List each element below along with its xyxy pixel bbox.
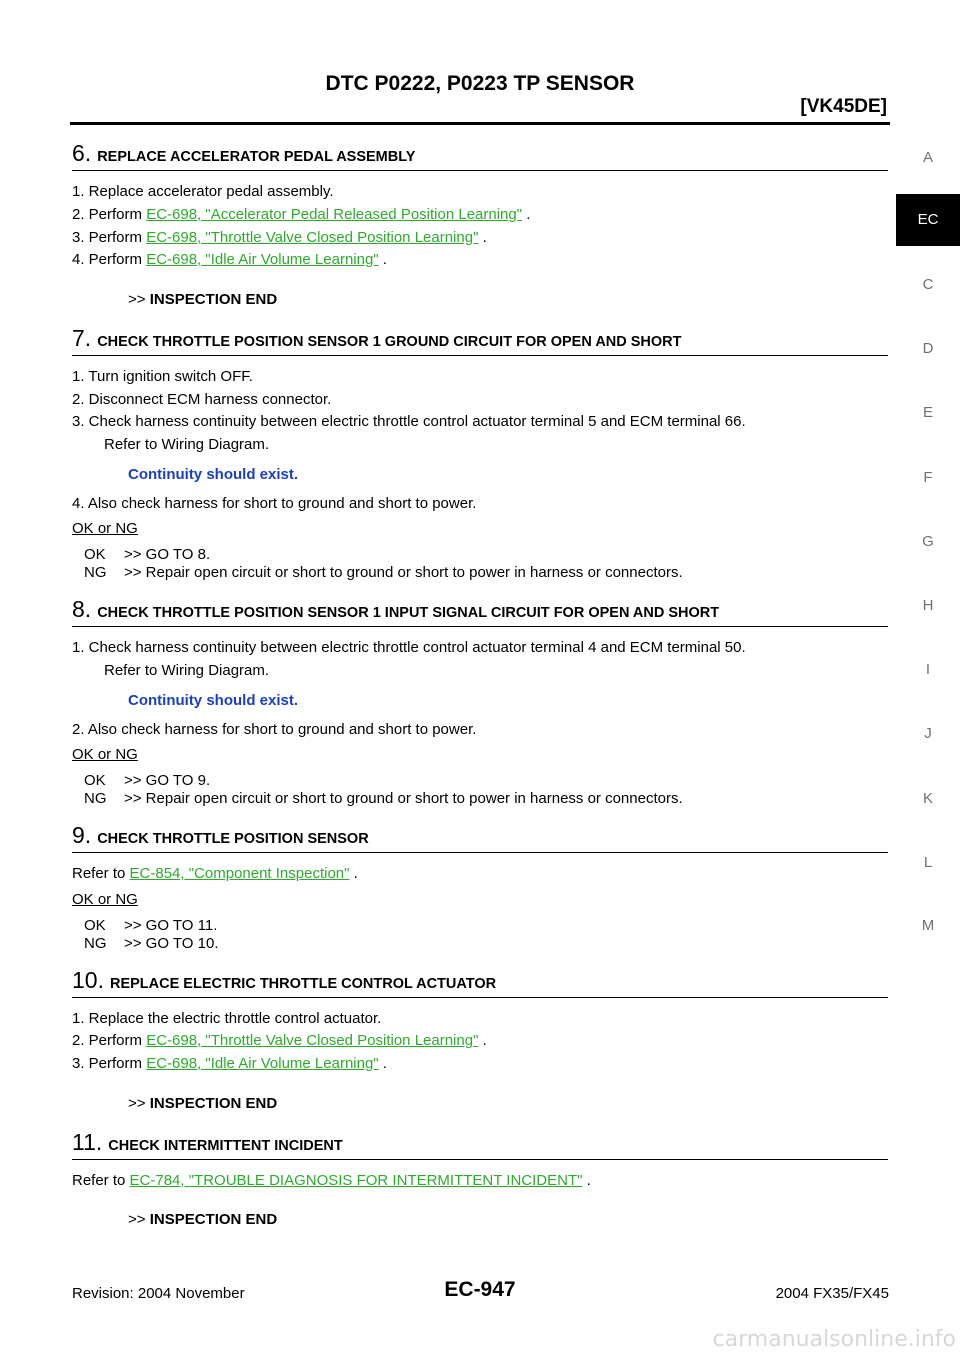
ok-or-ng-label: OK or NG xyxy=(72,746,138,764)
step-number: 8. xyxy=(72,596,92,623)
index-tab-k[interactable]: K xyxy=(922,790,933,807)
index-tab-m[interactable]: M xyxy=(921,917,935,934)
option-action: >> GO TO 9. xyxy=(124,772,211,790)
index-tab-d[interactable]: D xyxy=(922,340,934,357)
instruction-text: . xyxy=(522,205,531,223)
instruction-line xyxy=(72,227,888,249)
step-title: REPLACE ELECTRIC THROTTLE CONTROL ACTUATOR xyxy=(109,975,497,992)
ok-option xyxy=(72,772,888,790)
instruction-line xyxy=(72,249,888,271)
step-title: REPLACE ACCELERATOR PEDAL ASSEMBLY xyxy=(97,149,416,165)
instruction-line xyxy=(72,1170,888,1192)
instruction-text: 2. Perform xyxy=(72,205,147,223)
option-action: >> GO TO 10. xyxy=(124,934,219,952)
index-tab-f[interactable]: F xyxy=(923,469,933,486)
reference-link[interactable]: EC-698, "Idle Air Volume Learning" xyxy=(146,1055,379,1073)
step-title: CHECK THROTTLE POSITION SENSOR 1 INPUT SIGNAL CIRCUIT FOR OPEN AND SHORT xyxy=(97,605,720,622)
instruction-text: 3. Perform xyxy=(72,228,147,246)
instruction-text: . xyxy=(478,1032,487,1050)
ok-option xyxy=(72,546,888,564)
instruction-line xyxy=(72,863,888,885)
reference-link[interactable]: EC-698, "Idle Air Volume Learning" xyxy=(146,251,379,269)
step-title: CHECK INTERMITTENT INCIDENT xyxy=(108,1137,343,1154)
reference-link[interactable]: EC-698, "Accelerator Pedal Released Position Learning" xyxy=(146,205,523,223)
result-text: INSPECTION END xyxy=(149,1094,278,1112)
index-tab-ec[interactable]: EC xyxy=(896,194,960,246)
step-title: CHECK THROTTLE POSITION SENSOR xyxy=(97,831,369,848)
step-9-heading xyxy=(72,822,888,853)
step-number: 11. xyxy=(72,1128,103,1155)
instruction-line xyxy=(72,1053,888,1075)
instruction-text: . xyxy=(478,228,487,246)
ok-option xyxy=(72,917,888,935)
option-action: >> GO TO 8. xyxy=(124,546,211,564)
spec-note: Continuity should exist. xyxy=(128,691,299,709)
index-tab-g[interactable]: G xyxy=(922,533,934,550)
instruction-text: Refer to xyxy=(72,865,130,883)
step-number: 7. xyxy=(72,324,92,351)
option-key: OK xyxy=(84,546,106,564)
instruction-line: 3. Check harness continuity between electric throttle control actuator terminal 5 and ECM terminal 66. xyxy=(72,413,746,431)
ng-option xyxy=(72,564,888,582)
spec-note: Continuity should exist. xyxy=(128,465,299,483)
step-number: 6. xyxy=(72,140,92,166)
result-arrow: >> xyxy=(128,290,146,308)
header-rule xyxy=(70,122,890,125)
option-action: >> GO TO 11. xyxy=(124,916,218,934)
instruction-line: 1. Turn ignition switch OFF. xyxy=(72,367,253,385)
result-arrow: >> xyxy=(128,1094,146,1112)
instruction-line: 4. Also check harness for short to ground and short to power. xyxy=(72,494,477,512)
step-result xyxy=(128,1209,888,1231)
engine-code: [VK45DE] xyxy=(800,96,887,117)
instruction-line: Refer to Wiring Diagram. xyxy=(104,662,270,680)
option-key: OK xyxy=(84,772,106,790)
step-10-heading xyxy=(72,967,888,998)
procedure-content xyxy=(72,132,888,1245)
option-key: NG xyxy=(84,934,107,952)
step-title: CHECK THROTTLE POSITION SENSOR 1 GROUND CIRCUIT FOR OPEN AND SHORT xyxy=(97,333,682,350)
option-key: OK xyxy=(84,916,106,934)
step-number: 9. xyxy=(72,822,92,849)
instruction-line: 2. Disconnect ECM harness connector. xyxy=(72,390,332,408)
index-tab-a[interactable]: A xyxy=(922,149,933,166)
watermark-logo: carmanualsonline.info xyxy=(712,1327,956,1352)
instruction-text: 4. Perform xyxy=(72,251,147,269)
instruction-line xyxy=(72,204,888,226)
reference-link[interactable]: EC-784, "TROUBLE DIAGNOSIS FOR INTERMITTENT INCIDENT" xyxy=(129,1171,583,1189)
instruction-line xyxy=(72,1030,888,1052)
index-tab-c[interactable]: C xyxy=(922,276,934,293)
instruction-line: 1. Check harness continuity between electric throttle control actuator terminal 4 and ECM terminal 50. xyxy=(72,639,746,657)
index-tab-e[interactable]: E xyxy=(922,404,933,421)
vehicle-model: 2004 FX35/FX45 xyxy=(775,1285,889,1302)
step-8-heading xyxy=(72,596,888,627)
instruction-text: . xyxy=(349,865,358,883)
result-arrow: >> xyxy=(128,1211,146,1229)
reference-link[interactable]: EC-698, "Throttle Valve Closed Position Learning" xyxy=(146,1032,479,1050)
ng-option xyxy=(72,790,888,808)
ng-option xyxy=(72,935,888,953)
instruction-line: Refer to Wiring Diagram. xyxy=(104,436,270,454)
option-key: NG xyxy=(84,564,107,582)
instruction-line: 1. Replace accelerator pedal assembly. xyxy=(72,183,334,200)
step-result xyxy=(128,289,888,311)
revision-date: Revision: 2004 November xyxy=(72,1285,245,1302)
index-tab-l[interactable]: L xyxy=(923,854,933,871)
instruction-text: . xyxy=(378,251,387,269)
option-action: >> Repair open circuit or short to ground or short to power in harness or connectors. xyxy=(124,790,683,808)
index-tab-j[interactable]: J xyxy=(924,725,932,742)
result-text: INSPECTION END xyxy=(149,290,278,308)
step-result xyxy=(128,1093,888,1115)
page-number: EC-947 xyxy=(444,1278,516,1301)
step-7-heading xyxy=(72,325,888,356)
instruction-text: . xyxy=(582,1171,591,1189)
reference-link[interactable]: EC-854, "Component Inspection" xyxy=(129,865,350,883)
ok-or-ng-label: OK or NG xyxy=(72,890,138,908)
step-6-heading xyxy=(72,140,888,171)
page-title: DTC P0222, P0223 TP SENSOR xyxy=(325,72,635,95)
option-key: NG xyxy=(84,790,107,808)
instruction-text: 3. Perform xyxy=(72,1055,147,1073)
step-11-heading xyxy=(72,1129,888,1160)
instruction-text: Refer to xyxy=(72,1171,130,1189)
section-index-tabs xyxy=(896,0,960,1358)
instruction-text: 2. Perform xyxy=(72,1032,147,1050)
instruction-line: 2. Also check harness for short to ground and short to power. xyxy=(72,720,477,738)
option-action: >> Repair open circuit or short to ground or short to power in harness or connectors. xyxy=(124,564,683,582)
ok-or-ng-label: OK or NG xyxy=(72,520,138,538)
reference-link[interactable]: EC-698, "Throttle Valve Closed Position Learning" xyxy=(146,228,479,246)
instruction-text: . xyxy=(378,1055,387,1073)
step-number: 10. xyxy=(72,966,104,993)
index-tab-i[interactable]: I xyxy=(925,661,931,678)
index-tab-h[interactable]: H xyxy=(922,597,934,614)
instruction-line: 1. Replace the electric throttle control actuator. xyxy=(72,1009,382,1027)
result-text: INSPECTION END xyxy=(149,1211,278,1229)
